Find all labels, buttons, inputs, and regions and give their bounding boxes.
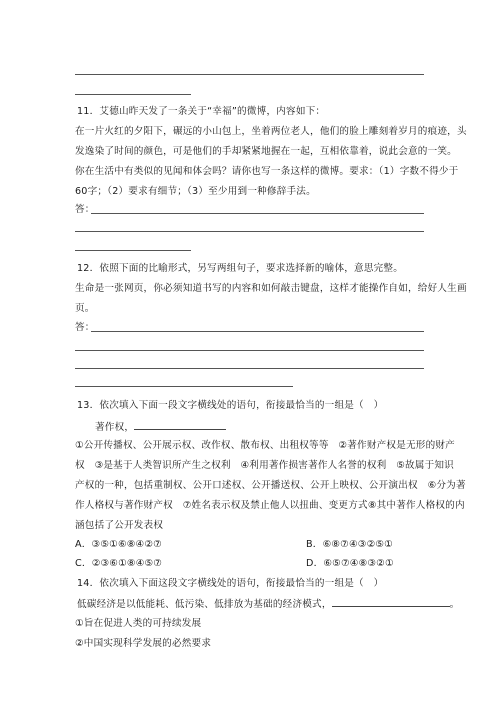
q13-line-5: 涵包括了公开发表权 [75,520,164,531]
q14-blank[interactable] [332,598,450,607]
q13-line-3: 产权的一种，包括重制权、公开口述权、公开播送权、公开上映权、公开演出权 ⑥分为著 [75,480,466,491]
q11-line-1: 在一片火红的夕阳下，碾远的小山包上，坐着两位老人，他们的脸上雕刻着岁月的痕迹，头 [75,126,467,137]
q12-answer-line-1[interactable] [91,331,424,332]
q11-title: 11．艾德山昨天发了一条关于“幸福”的微博，内容如下： [77,106,326,117]
q11-answer-line-2[interactable] [75,231,424,232]
q14-item-2: ②中国实现科学发展的必然要求 [75,638,212,649]
q14-intro-row [77,598,459,611]
q11-answer-label: 答： [75,204,95,215]
q13-option-a[interactable]: A．③⑤①⑥⑧④②⑦ [75,539,162,550]
q13-blank[interactable] [134,421,226,430]
q12-answer-line-4[interactable] [75,386,293,387]
q13-line-1: ①公开传播权、公开展示权、改作权、散布权、出租权等等 ②著作财产权是无形的财产 [75,440,455,451]
q11-line-3: 你在生活中有类似的见闻和体会吗？请你也写一条这样的微博。要求：（1）字数不得少于 [75,166,459,177]
divider-line [75,74,424,75]
q14-intro: 低碳经济是以低能耗、低污染、低排放为基础的经济模式， [77,599,332,610]
divider-line-short [75,94,191,95]
q14-item-1: ①旨在促进人类的可持续发展 [75,618,202,629]
q13-option-d[interactable]: D．⑥⑤⑦④⑧③②① [306,558,394,569]
q13-intro-row [95,421,226,434]
q13-option-c[interactable]: C．②③⑥①⑧④⑤⑦ [75,558,163,569]
q14-title: 14．依次填入下面这段文字横线处的语句，衔接最恰当的一组是（ ） [77,578,384,589]
q14-intro-end: 。 [449,599,460,610]
q13-line-2: 权 ③是基于人类智识所产生之权利 ④利用著作损害著作人名誉的权利 ⑤故属于知识 [75,460,454,471]
q11-answer-line-1[interactable] [91,213,424,214]
q12-answer-label: 答： [75,322,95,333]
q12-line-1: 生命是一张网页，你必须知道书写的内容和如何敲击键盘，这样才能操作自如，给好人生画 [75,283,467,294]
q12-answer-line-3[interactable] [75,368,424,369]
q13-line-4: 作人格权与著作财产权 ⑦姓名表示权及禁止他人以扭曲、变更方式⑧其中著作人格权的内 [75,500,465,511]
q11-answer-line-3[interactable] [75,250,191,251]
q12-answer-line-2[interactable] [75,350,424,351]
q13-intro: 著作权， [95,422,135,433]
q13-option-b[interactable]: B．⑥⑧⑦④③②⑤① [306,539,393,550]
q12-line-2: 页。 [75,303,95,314]
q11-line-2: 发逸染了时间的颜色，可是他们的手却紧紧地握在一起，互相依靠着，说此会意的一笑。 [75,146,457,157]
q12-title: 12．依照下面的比喻形式，另写两组句子，要求选择新的喻体，意思完整。 [77,263,404,274]
q13-title: 13．依次填入下面一段文字横线处的语句，衔接最恰当的一组是（ ） [77,400,384,411]
q11-line-4: 60字；（2）要求有细节；（3）至少用到一种修辞手法。 [75,186,316,197]
